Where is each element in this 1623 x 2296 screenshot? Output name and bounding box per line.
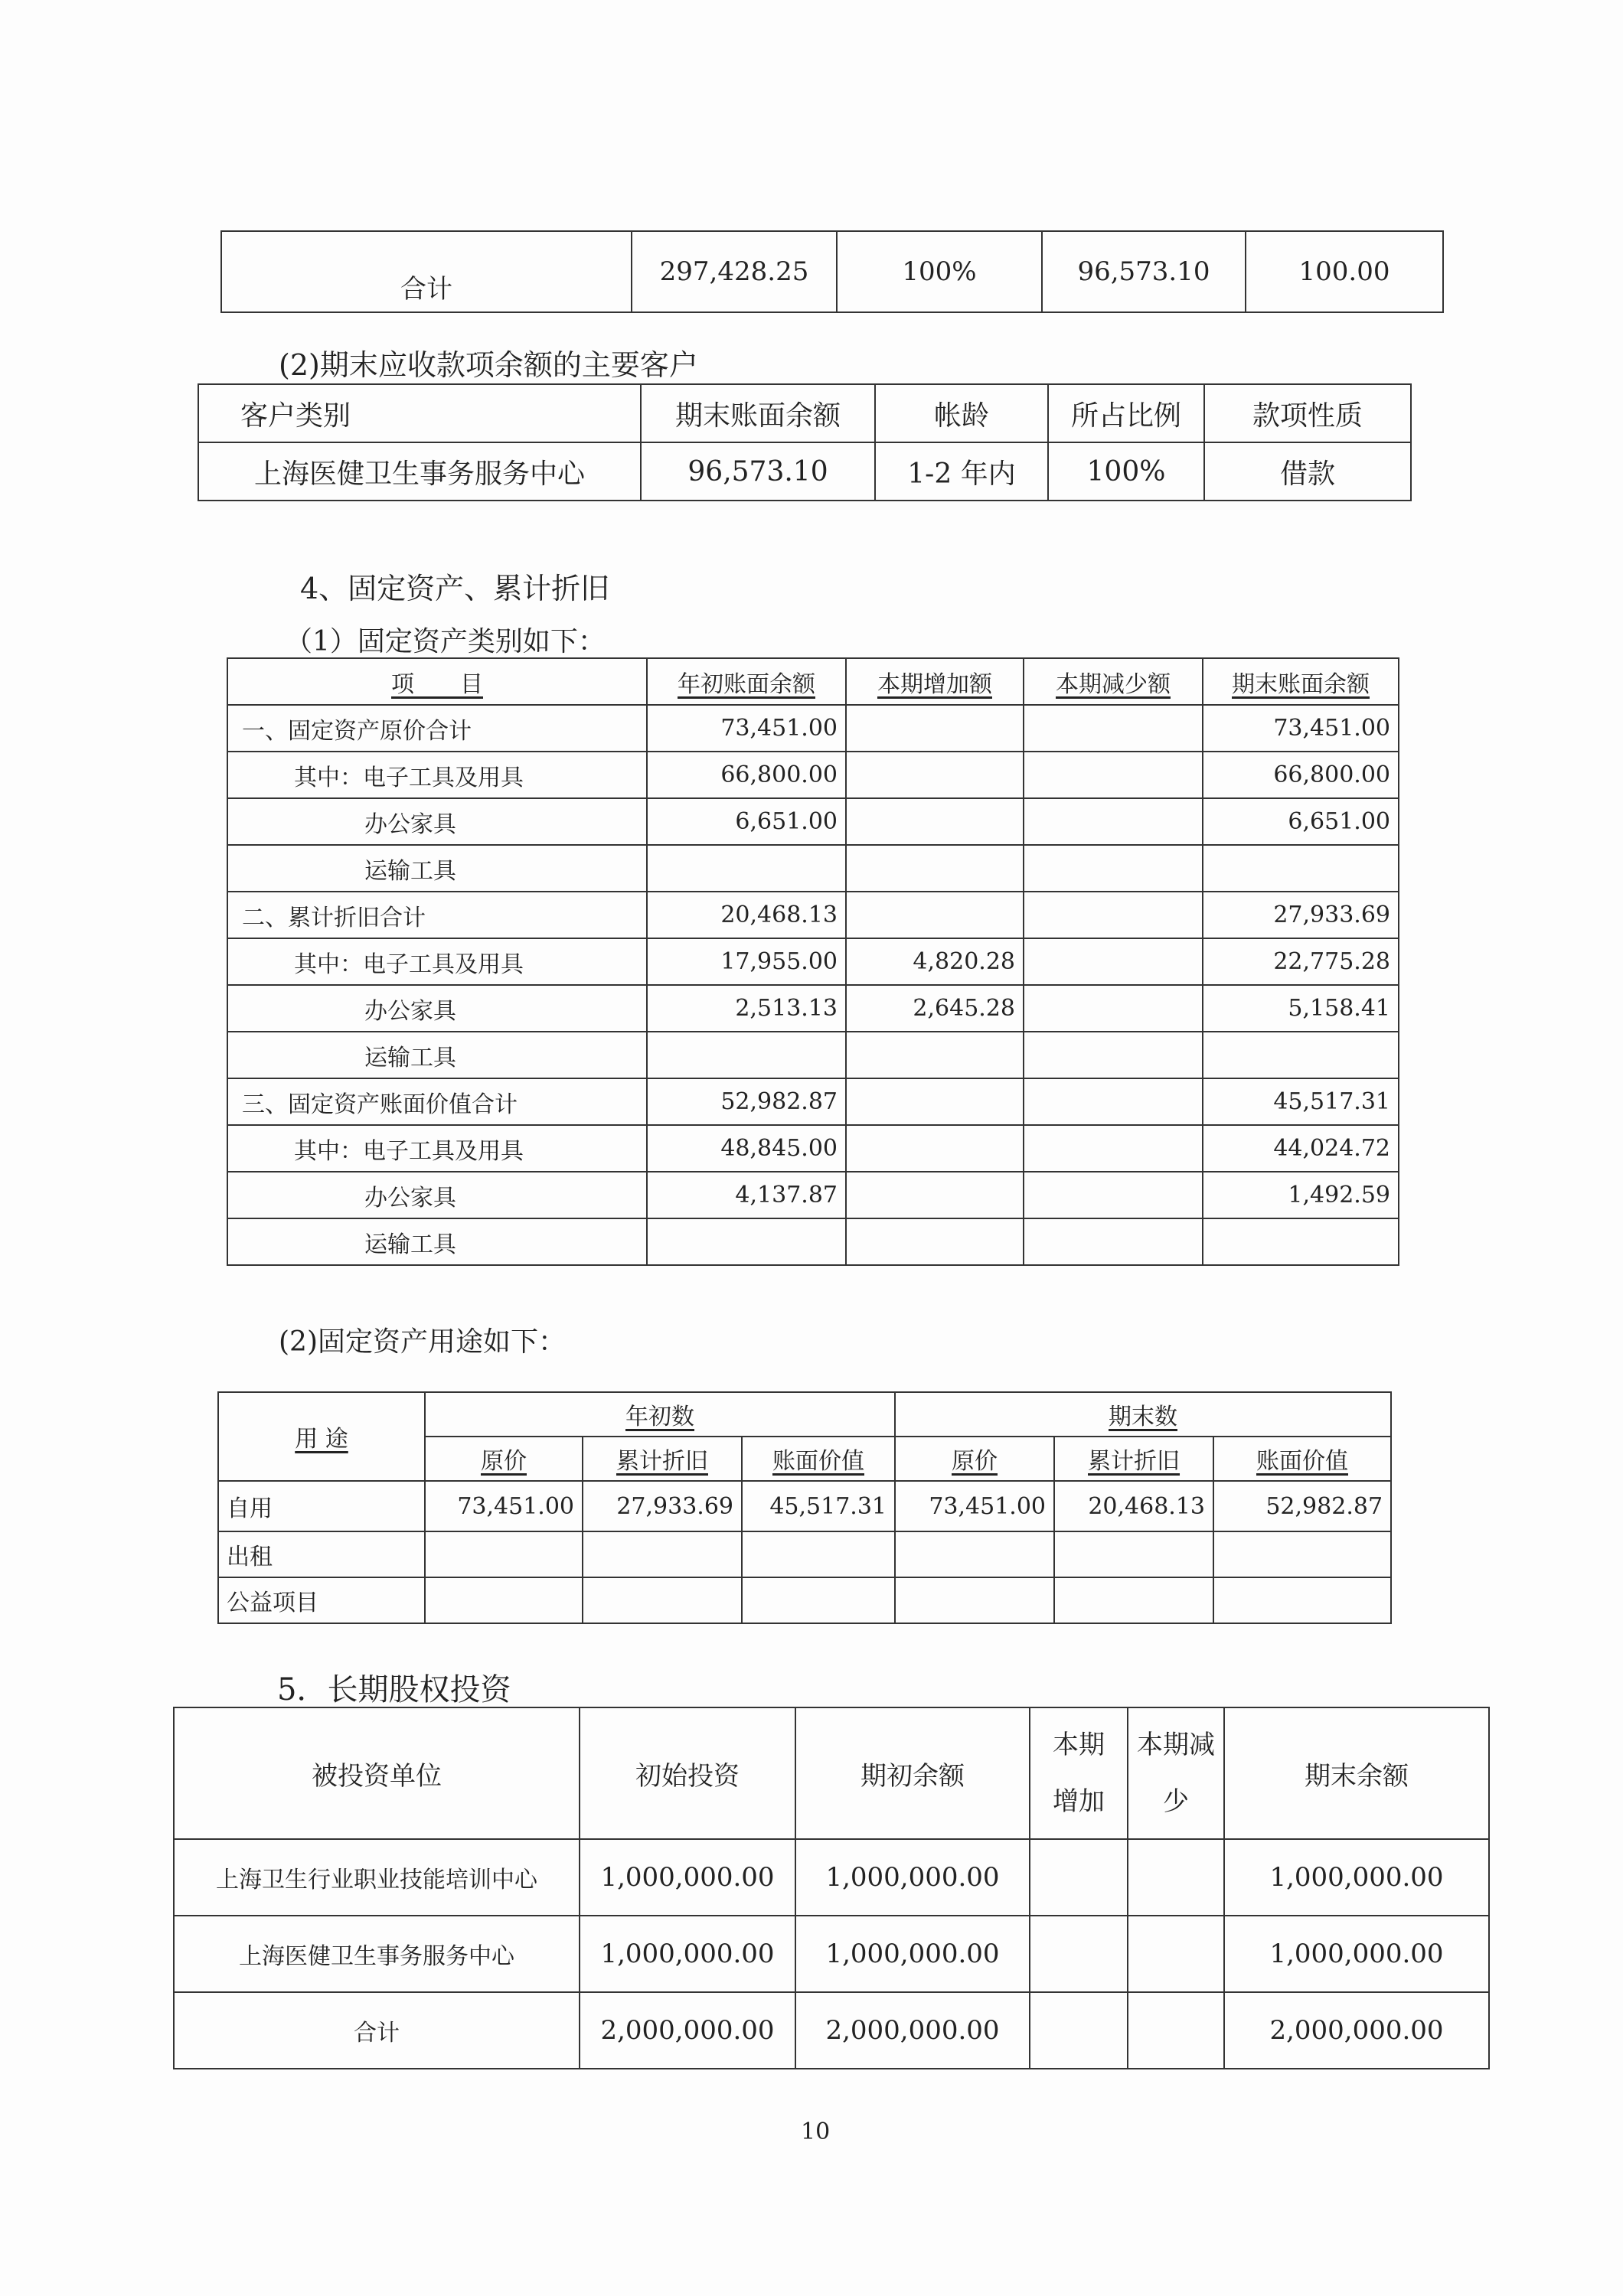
table-row: [227, 985, 1399, 1032]
table-row: [227, 892, 1399, 938]
total-allowance: 96,573.10: [1042, 231, 1246, 312]
cell-value: [425, 1577, 583, 1623]
total-label: 合计: [221, 231, 632, 312]
header-ending-balance: 期末账面余额: [641, 384, 875, 442]
cell-value: [1128, 1839, 1224, 1916]
cell-value: [1024, 752, 1203, 798]
cell-value: 48,845.00: [647, 1125, 846, 1172]
cell-value: [647, 845, 846, 892]
cell-value: 20,468.13: [647, 892, 846, 938]
header-decrease: 本期减少额: [1024, 658, 1203, 705]
cell-value: [425, 1531, 583, 1577]
table-header-row: [227, 658, 1399, 705]
cell-value: 52,982.87: [647, 1078, 846, 1125]
row-label: 一、固定资产原价合计: [227, 705, 647, 752]
cell-value: 1,492.59: [1203, 1172, 1399, 1218]
header-opening: 年初账面余额: [647, 658, 846, 705]
cell-value: 1,000,000.00: [1224, 1916, 1489, 1992]
cell-value: [647, 1218, 846, 1265]
cell-value: 6,651.00: [1203, 798, 1399, 845]
cell-value: [846, 1125, 1024, 1172]
cell-value: [1024, 938, 1203, 985]
table-row: [198, 442, 1411, 501]
cell-value: [846, 705, 1024, 752]
cell-value: 4,137.87: [647, 1172, 846, 1218]
cell-value: 52,982.87: [1213, 1481, 1391, 1531]
total-allowance-ratio: 100.00: [1246, 231, 1443, 312]
cell-value: [846, 892, 1024, 938]
cell-value: 1,000,000.00: [580, 1839, 795, 1916]
customer-name: 上海医健卫生事务服务中心: [198, 442, 641, 501]
cell-value: 20,468.13: [1054, 1481, 1213, 1531]
row-label: 办公家具: [227, 1172, 647, 1218]
cell-value: [1203, 1218, 1399, 1265]
row-label: 其中：电子工具及用具: [227, 938, 647, 985]
header-opening-group: 年初数: [425, 1392, 895, 1437]
cell-value: [742, 1531, 895, 1577]
row-label: 运输工具: [227, 1218, 647, 1265]
section-title-long-term-equity: 5．长期股权投资: [277, 1672, 511, 1707]
cell-value: [1024, 1032, 1203, 1078]
cell-value: [1024, 892, 1203, 938]
investee-name: 上海医健卫生事务服务中心: [174, 1916, 580, 1992]
cell-value: [1024, 985, 1203, 1032]
cell-value: 1,000,000.00: [1224, 1839, 1489, 1916]
cell-value: [647, 1032, 846, 1078]
cell-value: 6,651.00: [647, 798, 846, 845]
row-label: 出租: [218, 1531, 425, 1577]
header-customer-type: 客户类别: [198, 384, 641, 442]
cell-value: 1,000,000.00: [580, 1916, 795, 1992]
header-initial-investment: 初始投资: [580, 1707, 795, 1839]
header-increase: 本期 增加: [1030, 1707, 1128, 1839]
subheader-book-value: 账面价值: [742, 1437, 895, 1481]
cell-value: 2,645.28: [846, 985, 1024, 1032]
table-header-row: [218, 1392, 1391, 1437]
cell-value: 2,000,000.00: [1224, 1992, 1489, 2069]
cell-value: [1030, 1916, 1128, 1992]
table-header-row: [198, 384, 1411, 442]
header-investee: 被投资单位: [174, 1707, 580, 1839]
cell-value: [846, 1078, 1024, 1125]
investee-name: 合计: [174, 1992, 580, 2069]
cell-value: 45,517.31: [742, 1481, 895, 1531]
cell-value: 2,000,000.00: [580, 1992, 795, 2069]
table-row: [227, 1218, 1399, 1265]
cell-value: [1213, 1577, 1391, 1623]
header-ending: 期末账面余额: [1203, 658, 1399, 705]
main-customers-table: [198, 383, 1412, 501]
section-title-fixed-assets: 4、固定资产、累计折旧: [300, 572, 610, 605]
cell-value: [1030, 1992, 1128, 2069]
table-header-row: [174, 1707, 1489, 1839]
header-nature: 款项性质: [1204, 384, 1411, 442]
subheader-depreciation: 累计折旧: [583, 1437, 742, 1481]
cell-value: [895, 1531, 1054, 1577]
table-row: [218, 1577, 1391, 1623]
header-item: 项 目: [227, 658, 647, 705]
table-row: [227, 1172, 1399, 1218]
cell-value: [1024, 798, 1203, 845]
table-row: [227, 938, 1399, 985]
cell-value: [846, 1032, 1024, 1078]
table-row: [174, 1992, 1489, 2069]
cell-value: 4,820.28: [846, 938, 1024, 985]
table-row: [218, 1481, 1391, 1531]
header-ending-balance: 期末余额: [1224, 1707, 1489, 1839]
table-row: [174, 1839, 1489, 1916]
cell-value: 45,517.31: [1203, 1078, 1399, 1125]
cell-value: [1024, 1172, 1203, 1218]
cell-value: 73,451.00: [425, 1481, 583, 1531]
total-amount: 297,428.25: [632, 231, 837, 312]
cell-value: [742, 1577, 895, 1623]
cell-value: [1024, 705, 1203, 752]
cell-value: 44,024.72: [1203, 1125, 1399, 1172]
cell-value: [583, 1577, 742, 1623]
header-opening-balance: 期初余额: [795, 1707, 1030, 1839]
table-row: [174, 1916, 1489, 1992]
cell-value: [1024, 845, 1203, 892]
cell-value: [1030, 1839, 1128, 1916]
cell-value: [1024, 1218, 1203, 1265]
header-ratio: 所占比例: [1048, 384, 1204, 442]
cell-value: 1,000,000.00: [795, 1916, 1030, 1992]
cell-value: [846, 1172, 1024, 1218]
cell-value: 1,000,000.00: [795, 1839, 1030, 1916]
header-usage: 用 途: [218, 1392, 425, 1481]
cell-value: 2,000,000.00: [795, 1992, 1030, 2069]
cell-value: [1024, 1125, 1203, 1172]
receivables-total-table: [220, 230, 1444, 313]
fixed-asset-categories-table: [227, 657, 1399, 1266]
customer-nature: 借款: [1204, 442, 1411, 501]
row-label: 办公家具: [227, 798, 647, 845]
section-title-main-customers: (2)期末应收款项余额的主要客户: [279, 348, 698, 382]
cell-value: [1203, 1032, 1399, 1078]
table-row: [227, 845, 1399, 892]
customer-balance: 96,573.10: [641, 442, 875, 501]
row-label: 自用: [218, 1481, 425, 1531]
cell-value: 27,933.69: [1203, 892, 1399, 938]
table-row: [227, 1125, 1399, 1172]
cell-value: 66,800.00: [647, 752, 846, 798]
cell-value: [846, 1218, 1024, 1265]
cell-value: 5,158.41: [1203, 985, 1399, 1032]
cell-value: [1213, 1531, 1391, 1577]
header-decrease: 本期减 少: [1128, 1707, 1224, 1839]
cell-value: 73,451.00: [895, 1481, 1054, 1531]
cell-value: 17,955.00: [647, 938, 846, 985]
subheader-cost: 原价: [895, 1437, 1054, 1481]
cell-value: [583, 1531, 742, 1577]
cell-value: [1054, 1531, 1213, 1577]
cell-value: [1128, 1916, 1224, 1992]
table-row: [227, 798, 1399, 845]
subheader-book-value: 账面价值: [1213, 1437, 1391, 1481]
cell-value: [1024, 1078, 1203, 1125]
investee-name: 上海卫生行业职业技能培训中心: [174, 1839, 580, 1916]
row-label: 运输工具: [227, 845, 647, 892]
long-term-equity-table: [173, 1707, 1490, 2069]
row-label: 其中：电子工具及用具: [227, 1125, 647, 1172]
customer-ratio: 100%: [1048, 442, 1204, 501]
table-row: [227, 1078, 1399, 1125]
cell-value: 2,513.13: [647, 985, 846, 1032]
table-row: [227, 1032, 1399, 1078]
row-label: 运输工具: [227, 1032, 647, 1078]
cell-value: [846, 752, 1024, 798]
row-label: 三、固定资产账面价值合计: [227, 1078, 647, 1125]
row-label: 其中：电子工具及用具: [227, 752, 647, 798]
cell-value: [895, 1577, 1054, 1623]
subsection-title-asset-usage: (2)固定资产用途如下：: [279, 1326, 566, 1358]
table-row: [221, 231, 1443, 312]
cell-value: [1054, 1577, 1213, 1623]
cell-value: [846, 798, 1024, 845]
cell-value: [846, 845, 1024, 892]
table-row: [218, 1531, 1391, 1577]
header-increase: 本期增加额: [846, 658, 1024, 705]
total-ratio: 100%: [837, 231, 1042, 312]
cell-value: [1203, 845, 1399, 892]
header-aging: 帐龄: [875, 384, 1048, 442]
subsection-title-asset-categories: （1）固定资产类别如下：: [285, 626, 606, 657]
subheader-cost: 原价: [425, 1437, 583, 1481]
cell-value: 27,933.69: [583, 1481, 742, 1531]
table-row: [227, 752, 1399, 798]
subheader-depreciation: 累计折旧: [1054, 1437, 1213, 1481]
cell-value: 66,800.00: [1203, 752, 1399, 798]
cell-value: 22,775.28: [1203, 938, 1399, 985]
page-number: 10: [801, 2118, 831, 2145]
cell-value: 73,451.00: [1203, 705, 1399, 752]
table-row: [227, 705, 1399, 752]
cell-value: [1128, 1992, 1224, 2069]
row-label: 办公家具: [227, 985, 647, 1032]
customer-aging: 1-2 年内: [875, 442, 1048, 501]
row-label: 公益项目: [218, 1577, 425, 1623]
fixed-asset-usage-table: [217, 1391, 1392, 1624]
row-label: 二、累计折旧合计: [227, 892, 647, 938]
header-ending-group: 期末数: [895, 1392, 1391, 1437]
cell-value: 73,451.00: [647, 705, 846, 752]
